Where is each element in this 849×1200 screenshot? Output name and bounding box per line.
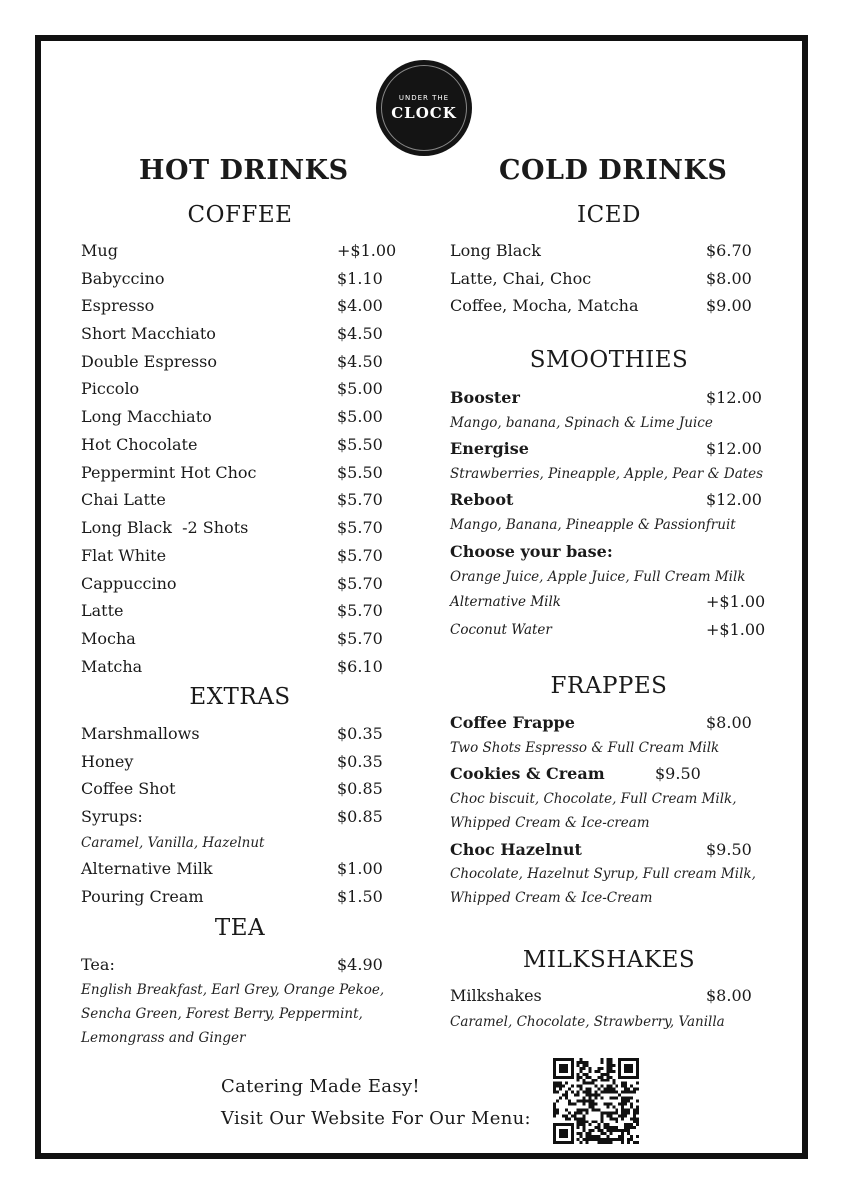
menu-item: Peppermint Hot Choc $5.50 bbox=[81, 463, 383, 482]
frappe-description: Choc biscuit, Chocolate, Full Cream Milk, bbox=[450, 791, 737, 807]
frappe-description: Whipped Cream & Ice-Cream bbox=[450, 890, 653, 906]
menu-item: Coffee, Mocha, Matcha $9.00 bbox=[450, 296, 752, 315]
menu-item: Long Macchiato $5.00 bbox=[81, 407, 383, 426]
tea-description-line: Lemongrass and Ginger bbox=[81, 1030, 246, 1046]
menu-item: Tea: $4.90 bbox=[81, 955, 383, 974]
logo-top-text: UNDER THE bbox=[398, 94, 450, 102]
milkshakes-description: Caramel, Chocolate, Strawberry, Vanilla bbox=[450, 1014, 725, 1030]
menu-item: Choc Hazelnut $9.50 bbox=[450, 840, 752, 859]
menu-item: Matcha $6.10 bbox=[81, 657, 383, 676]
menu-item: Piccolo $5.00 bbox=[81, 379, 383, 398]
menu-item: Honey $0.35 bbox=[81, 752, 383, 771]
menu-item: Short Macchiato $4.50 bbox=[81, 324, 383, 343]
footer-website-text: Visit Our Website For Our Menu: bbox=[221, 1108, 531, 1129]
base-option: Alternative Milk +$1.00 bbox=[450, 592, 766, 611]
menu-item: Espresso $4.00 bbox=[81, 296, 383, 315]
milkshakes-heading: MILKSHAKES bbox=[522, 947, 696, 973]
logo-main-text: CLOCK bbox=[391, 104, 457, 122]
menu-item: Alternative Milk $1.00 bbox=[81, 859, 383, 878]
base-label: Choose your base: bbox=[450, 542, 613, 561]
hot-drinks-title: HOT DRINKS bbox=[139, 155, 349, 186]
menu-item: Flat White $5.70 bbox=[81, 546, 383, 565]
smoothie-description: Mango, Banana, Pineapple & Passionfruit bbox=[450, 517, 736, 533]
menu-item: Coffee Shot $0.85 bbox=[81, 779, 383, 798]
frappe-description: Chocolate, Hazelnut Syrup, Full cream Milk, bbox=[450, 866, 756, 882]
smoothie-description: Mango, banana, Spinach & Lime Juice bbox=[450, 415, 713, 431]
syrups-description: Caramel, Vanilla, Hazelnut bbox=[81, 835, 265, 851]
menu-item: Pouring Cream $1.50 bbox=[81, 887, 383, 906]
footer-catering-text: Catering Made Easy! bbox=[221, 1076, 420, 1097]
menu-item: Marshmallows $0.35 bbox=[81, 724, 383, 743]
coffee-heading: COFFEE bbox=[187, 202, 293, 228]
tea-description-line: English Breakfast, Earl Grey, Orange Pekoe, bbox=[81, 982, 385, 998]
qr-code-icon[interactable] bbox=[553, 1058, 639, 1144]
base-option: Coconut Water +$1.00 bbox=[450, 620, 766, 639]
cold-drinks-title: COLD DRINKS bbox=[499, 155, 728, 186]
menu-item: Chai Latte $5.70 bbox=[81, 490, 383, 509]
menu-item: Latte $5.70 bbox=[81, 601, 383, 620]
menu-item: Long Black -2 Shots $5.70 bbox=[81, 518, 383, 537]
menu-item: Mug +$1.00 bbox=[81, 241, 397, 260]
smoothies-heading: SMOOTHIES bbox=[529, 347, 689, 373]
menu-item: Coffee Frappe $8.00 bbox=[450, 713, 752, 732]
frappe-description: Whipped Cream & Ice-cream bbox=[450, 815, 650, 831]
menu-item: Cappuccino $5.70 bbox=[81, 574, 383, 593]
menu-item: Hot Chocolate $5.50 bbox=[81, 435, 383, 454]
menu-item: Mocha $5.70 bbox=[81, 629, 383, 648]
menu-item: Long Black $6.70 bbox=[450, 241, 752, 260]
frappe-description: Two Shots Espresso & Full Cream Milk bbox=[450, 740, 720, 756]
iced-heading: ICED bbox=[577, 202, 641, 228]
menu-item: Energise $12.00 bbox=[450, 439, 762, 458]
base-description: Orange Juice, Apple Juice, Full Cream Milk bbox=[450, 569, 746, 585]
menu-item: Cookies & Cream $9.50 bbox=[450, 764, 701, 783]
menu-item: Milkshakes $8.00 bbox=[450, 986, 752, 1005]
tea-heading: TEA bbox=[214, 915, 266, 941]
smoothie-description: Strawberries, Pineapple, Apple, Pear & Dates bbox=[450, 466, 764, 482]
frappes-heading: FRAPPES bbox=[550, 673, 668, 699]
menu-item: Double Espresso $4.50 bbox=[81, 352, 383, 371]
menu-item: Reboot $12.00 bbox=[450, 490, 762, 509]
tea-description-line: Sencha Green, Forest Berry, Peppermint, bbox=[81, 1006, 363, 1022]
extras-heading: EXTRAS bbox=[189, 684, 291, 710]
logo bbox=[376, 60, 472, 156]
menu-item: Babyccino $1.10 bbox=[81, 269, 383, 288]
menu-item: Syrups: $0.85 bbox=[81, 807, 383, 826]
menu-item: Booster $12.00 bbox=[450, 388, 762, 407]
menu-item: Latte, Chai, Choc $8.00 bbox=[450, 269, 752, 288]
